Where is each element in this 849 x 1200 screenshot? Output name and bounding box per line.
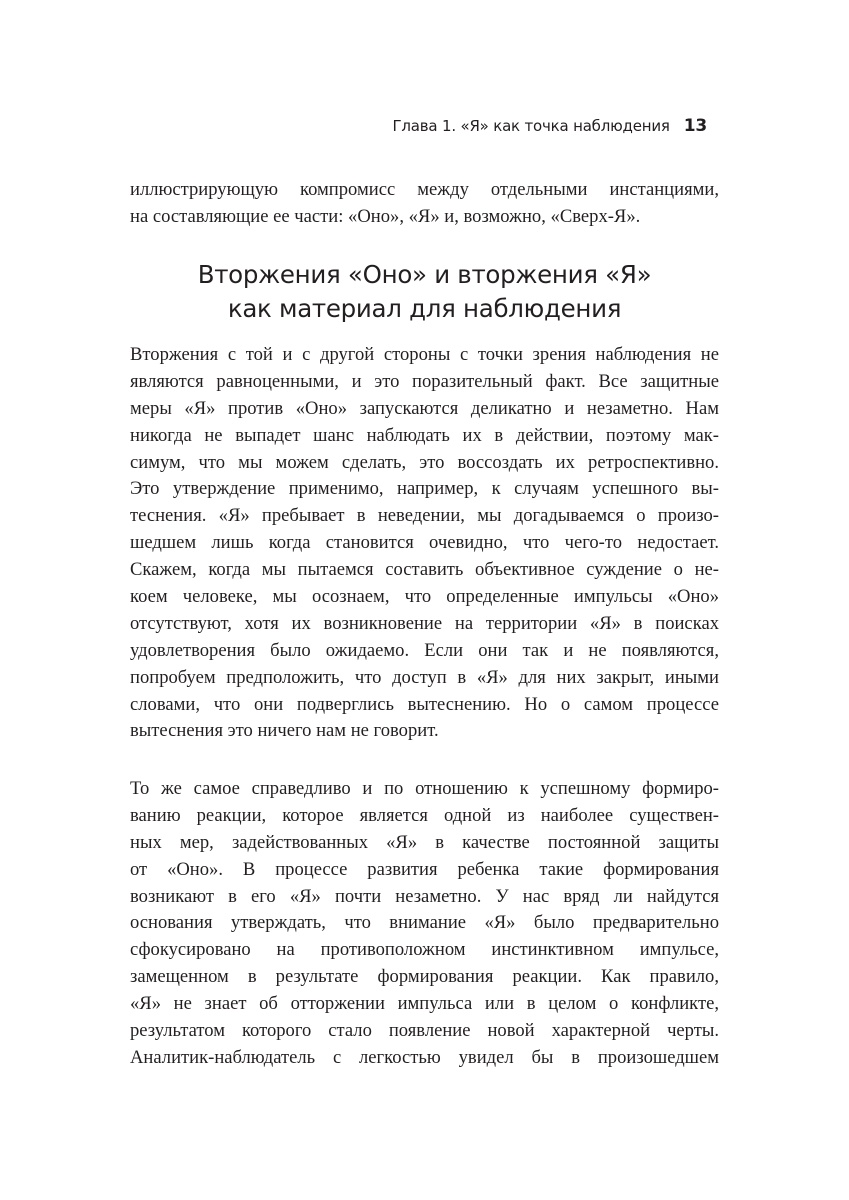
text-line: шедшем лишь когда становится очевидно, что чего-то недостает.: [130, 532, 719, 554]
text-line: удовлетворения было ожидаемо. Если они так и не появляются,: [130, 639, 719, 661]
paragraph-1: [130, 342, 719, 745]
text-line: попробуем предположить, что доступ в «Я» для них закрыт, иными: [130, 666, 719, 688]
text-line: теснения. «Я» пребывает в неведении, мы догадываемся о произо-: [130, 505, 719, 527]
text-line: результатом которого стало появление новой характерной черты.: [130, 1020, 719, 1042]
text-line: иллюстрирующую компромисс между отдельными инстанциями,: [130, 179, 719, 200]
text-line: замещенном в результате формирования реакции. Как правило,: [130, 966, 719, 988]
text-line: от «Оно». В процессе развития ребенка такие формирования: [130, 858, 719, 880]
text-line: возникают в его «Я» почти незаметно. У нас вряд ли найдутся: [130, 885, 719, 907]
text-line: Это утверждение применимо, например, к случаям успешного вы-: [130, 478, 719, 500]
text-line: ванию реакции, которое является одной из наиболее существен-: [130, 804, 719, 826]
text-line: Скажем, когда мы пытаемся составить объективное суждение о не-: [130, 559, 719, 581]
text-line: симум, что мы можем сделать, это воссоздать их ретроспективно.: [130, 451, 719, 473]
text-line: сфокусировано на противоположном инстинктивном импульсе,: [130, 939, 719, 961]
text-line: никогда не выпадет шанс наблюдать их в действии, поэтому мак-: [130, 424, 719, 446]
text-line: являются равноценными, и это поразительный факт. Все защитные: [130, 370, 719, 392]
text-line: отсутствуют, хотя их возникновение на территории «Я» в поисках: [130, 612, 719, 634]
section-heading: [130, 258, 719, 326]
text-line: на составляющие ее части: «Оно», «Я» и, возможно, «Сверх-Я».: [130, 205, 641, 227]
text-line: вытеснения это ничего нам не говорит.: [130, 720, 439, 742]
intro-paragraph: [130, 177, 719, 231]
text-line: словами, что они подверглись вытеснению. Но о самом процессе: [130, 693, 719, 715]
text-line: То же самое справедливо и по отношению к успешному формиро-: [130, 778, 719, 799]
paragraph-2: [130, 776, 719, 1072]
text-line: «Я» не знает об отторжении импульса или в целом о конфликте,: [130, 993, 719, 1015]
text-line: меры «Я» против «Оно» запускаются деликатно и незаметно. Нам: [130, 397, 719, 419]
text-line: основания утверждать, что внимание «Я» было предварительно: [130, 912, 719, 934]
section-heading-line: Вторжения «Оно» и вторжения «Я»: [197, 260, 652, 289]
text-line: коем человеке, мы осознаем, что определенные импульсы «Оно»: [130, 586, 719, 608]
text-line: Аналитик-наблюдатель с легкостью увидел бы в произошедшем: [130, 1046, 719, 1068]
text-line: Вторжения с той и с другой стороны с точки зрения наблюдения не: [130, 344, 719, 365]
text-line: ных мер, задействованных «Я» в качестве постоянной защиты: [130, 831, 719, 853]
chapter-title: Глава 1. «Я» как точка наблюдения: [392, 117, 670, 135]
page-number: 13: [683, 116, 707, 136]
section-heading-line: как материал для наблюдения: [227, 294, 622, 323]
running-header: [392, 116, 707, 136]
